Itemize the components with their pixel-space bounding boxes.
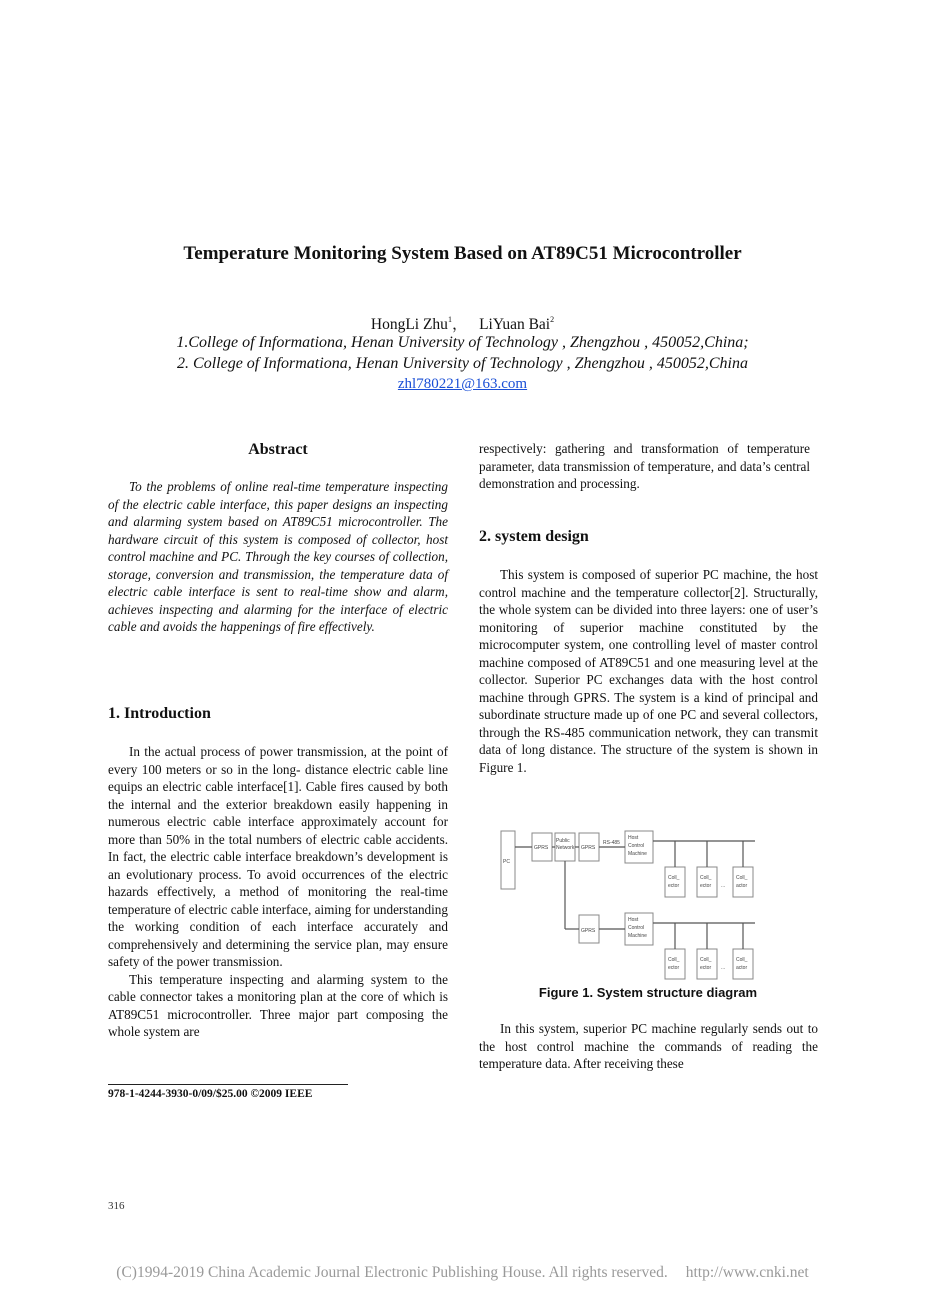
system-design-body xyxy=(479,566,818,776)
host-label: Control xyxy=(628,925,645,931)
system-design-paragraph: This system is composed of superior PC machine, the host control machine and the temperature collector[2]. Structurally, the whole system can be divided into three layers: one of user’s monitoring of superior machine constituted by the microcomputer system, one controlling level of master control machine composed of AT89C51 and one measuring level at the collector. Superior PC exchanges data with the host control machine through GPRS. The system is a kind of principal and subordinate structure made up of one PC and several collectors, through the RS-485 communication network, they can transmit data of long distance. The structure of the system is shown in Figure 1. xyxy=(479,567,818,775)
continued-paragraph: respectively: gathering and transformation of temperature parameter, data transmission of temperature, and data’s central demonstration and processing. xyxy=(479,441,810,491)
affiliation-2: 2. College of Informationa, Henan University of Technology , Zhengzhou , 450052,China xyxy=(177,355,748,372)
collector-box xyxy=(665,949,685,979)
collector-label: ector xyxy=(668,883,680,889)
paper-title: Temperature Monitoring System Based on AT89C51 Microcontroller xyxy=(183,243,742,264)
abstract-body xyxy=(108,478,448,636)
host-label: Host xyxy=(628,835,639,841)
copyright-footnote: 978-1-4244-3930-0/09/$25.00 ©2009 IEEE xyxy=(108,1088,313,1100)
pc-label: PC xyxy=(503,859,510,865)
collector-label: Coll_ xyxy=(736,875,748,881)
abstract-heading: Abstract xyxy=(248,441,308,458)
collector-label: ector xyxy=(700,883,712,889)
collector-label: ector xyxy=(668,965,680,971)
system-structure-figure xyxy=(497,827,759,986)
email-link[interactable]: zhl780221@163.com xyxy=(397,376,528,392)
collector-label: Coll_ xyxy=(668,875,680,881)
affiliation-1: 1.College of Informationa, Henan University of Technology , Zhengzhou , 450052,China; xyxy=(176,334,749,351)
author-affiliation-mark: 1 xyxy=(447,315,452,324)
introduction-heading: 1. Introduction xyxy=(108,705,211,722)
host-label: Machine xyxy=(628,851,647,857)
email-line xyxy=(0,376,925,393)
ellipsis-label: ... xyxy=(721,965,726,971)
collector-label: actor xyxy=(736,883,748,889)
gprs-label: GPRS xyxy=(534,845,549,851)
collector-label: actor xyxy=(736,965,748,971)
collector-box xyxy=(665,867,685,897)
watermark-text: (C)1994-2019 China Academic Journal Electronic Publishing House. All rights reserved. xyxy=(116,1264,668,1281)
public-network-label: Public xyxy=(556,838,570,844)
page-number: 316 xyxy=(108,1200,125,1212)
footnote-rule xyxy=(108,1084,348,1085)
post-figure-text xyxy=(479,1020,818,1073)
author-name: HongLi Zhu xyxy=(370,316,448,333)
system-structure-diagram xyxy=(497,827,759,986)
introduction-paragraph: This temperature inspecting and alarming system to the cable connector takes a monitoring plan at the core of which is AT89C51 microcontroller. Three major part composing the whole system are xyxy=(108,971,448,1039)
collector-label: Coll_ xyxy=(736,957,748,963)
gprs-label: GPRS xyxy=(581,845,596,851)
author-separator: ， xyxy=(451,316,468,333)
system-design-heading: 2. system design xyxy=(479,528,589,545)
host-label: Control xyxy=(628,843,645,849)
ellipsis-label: ... xyxy=(721,883,726,889)
introduction-paragraph: In the actual process of power transmission, at the point of every 100 meters or so in the long- distance electric cable line equips an electric cable interface[1]. Cable fires caused by both the internal and the exterior breakdown easily happening in numerous electric cable interface approximately account for more than 50% in the total numbers of electric cable accidents. In fact, the electric cable interface breakdown’s development is an evolutionary process. To avoid occurrences of the electric hazards effectively, a method of monitoring the real-time temperature of electric cable interface, aiming for understanding the working condition of each interface accurately and comprehensively and determining the service plan, may ensure safety of the power transmission. xyxy=(108,744,448,969)
continued-text xyxy=(479,440,810,493)
collector-box xyxy=(697,949,717,979)
collector-label: Coll_ xyxy=(700,957,712,963)
collector-label: Coll_ xyxy=(700,875,712,881)
collector-label: ector xyxy=(700,965,712,971)
publisher-watermark xyxy=(0,1264,925,1282)
collector-box xyxy=(733,949,753,979)
gprs-label: GPRS xyxy=(581,928,596,934)
collector-box xyxy=(697,867,717,897)
abstract-paragraph: To the problems of online real-time temperature inspecting of the electric cable interface, this paper designs an inspecting and alarming system based on AT89C51 microcontroller. The hardware circuit of this system is composed of collector, host control machine and PC. Through the key courses of collection, storage, conversion and transmission, the temperature data of electric cable interface is sent to real-time show and alarm, achieves inspecting and alarming for the interface of electric cable and avoids the happenings of fire effectively. xyxy=(108,479,448,634)
introduction-body xyxy=(108,743,448,1041)
host-label: Host xyxy=(628,917,639,923)
author-line xyxy=(0,312,925,334)
collector-label: Coll_ xyxy=(668,957,680,963)
public-network-label: Network xyxy=(556,845,575,851)
post-figure-paragraph: In this system, superior PC machine regularly sends out to the host control machine the commands of reading the temperature data. After receiving these xyxy=(479,1021,818,1071)
collector-box xyxy=(733,867,753,897)
author-name: LiYuan Bai xyxy=(479,316,551,333)
host-label: Machine xyxy=(628,933,647,939)
author-affiliation-mark: 2 xyxy=(550,315,555,324)
figure-caption: Figure 1. System structure diagram xyxy=(538,985,758,1000)
rs485-label: RS-485 xyxy=(603,840,620,846)
watermark-url[interactable]: http://www.cnki.net xyxy=(685,1264,809,1281)
